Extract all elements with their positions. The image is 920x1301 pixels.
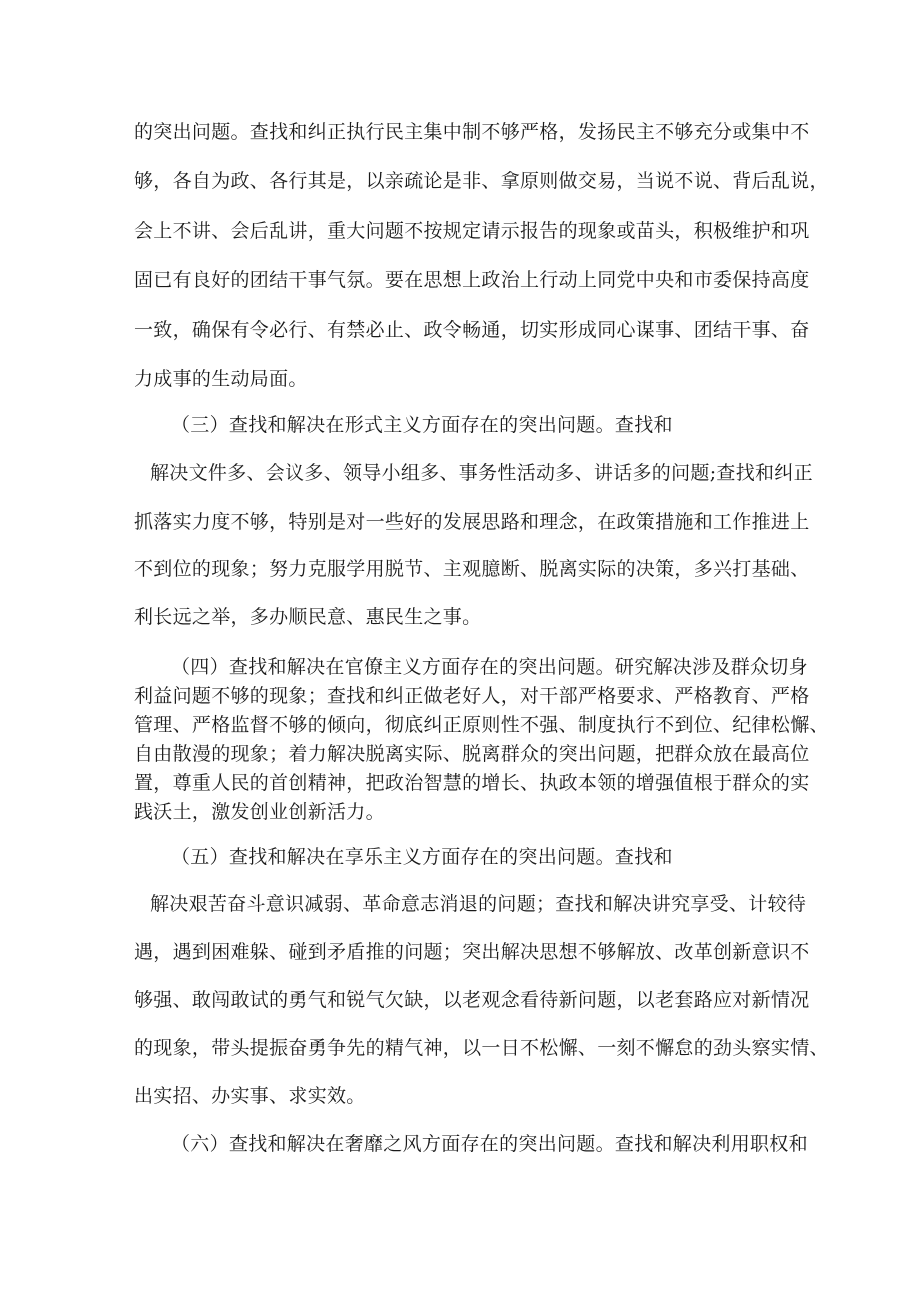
paragraph-line: 够，各自为政、各行其是，以亲疏论是非、拿原则做交易，当说不说、背后乱说， xyxy=(134,170,829,192)
paragraph-line: 的现象，带头提振奋勇争先的精气神，以一日不松懈、一刻不懈怠的劲头察实情、 xyxy=(134,1037,829,1059)
paragraph-line: 会上不讲、会后乱讲，重大问题不按规定请示报告的现象或苗头，积极维护和巩 xyxy=(134,220,810,242)
paragraph-line: 解决艰苦奋斗意识减弱、革命意志消退的问题；查找和解决讲究享受、计较待 xyxy=(150,893,807,915)
paragraph-line: 管理、严格监督不够的倾向，彻底纠正原则性不强、制度执行不到位、纪律松懈、 xyxy=(134,714,829,736)
section-heading: （六）查找和解决在奢靡之风方面存在的突出问题。查找和解决利用职权和 xyxy=(171,1133,808,1155)
paragraph-line: 置，尊重人民的首创精神，把政治智慧的增长、执政本领的增强值根于群众的实 xyxy=(134,772,810,794)
paragraph-line: 抓落实力度不够，特别是对一些好的发展思路和理念，在政策措施和工作推进上 xyxy=(134,511,810,533)
paragraph-line: 利长远之举，多办顺民意、惠民生之事。 xyxy=(134,606,482,628)
paragraph-line: 自由散漫的现象；着力解决脱离实际、脱离群众的突出问题，把群众放在最高位 xyxy=(134,743,810,765)
paragraph-line: 一致，确保有令必行、有禁必止、政令畅通，切实形成同心谋事、团结干事、奋 xyxy=(134,319,810,341)
paragraph-line: 遇，遇到困难躲、碰到矛盾推的问题；突出解决思想不够解放、改革创新意识不 xyxy=(134,941,810,963)
paragraph-line: 固已有良好的团结干事气氛。要在思想上政治上行动上同党中央和市委保持高度 xyxy=(134,269,810,291)
paragraph-line: 践沃土，激发创业创新活力。 xyxy=(134,801,385,823)
paragraph-line: 的突出问题。查找和纠正执行民主集中制不够严格，发扬民主不够充分或集中不 xyxy=(134,121,810,143)
paragraph-line: 利益问题不够的现象；查找和纠正做老好人，对干部严格要求、严格教育、严格 xyxy=(134,685,810,707)
section-heading: （四）查找和解决在官僚主义方面存在的突出问题。研究解决涉及群众切身 xyxy=(171,656,808,678)
paragraph-line: 力成事的生动局面。 xyxy=(134,368,308,390)
section-heading: （三）查找和解决在形式主义方面存在的突出问题。查找和 xyxy=(171,414,673,436)
section-heading: （五）查找和解决在享乐主义方面存在的突出问题。查找和 xyxy=(171,846,673,868)
paragraph-line: 出实招、办实事、求实效。 xyxy=(134,1085,366,1107)
paragraph-line: 够强、敢闯敢试的勇气和锐气欠缺，以老观念看待新问题，以老套路应对新情况 xyxy=(134,989,810,1011)
paragraph-line: 解决文件多、会议多、领导小组多、事务性活动多、讲话多的问题;查找和纠正 xyxy=(150,462,813,484)
paragraph-line: 不到位的现象；努力克服学用脱节、主观臆断、脱离实际的决策，多兴打基础、 xyxy=(134,558,810,580)
